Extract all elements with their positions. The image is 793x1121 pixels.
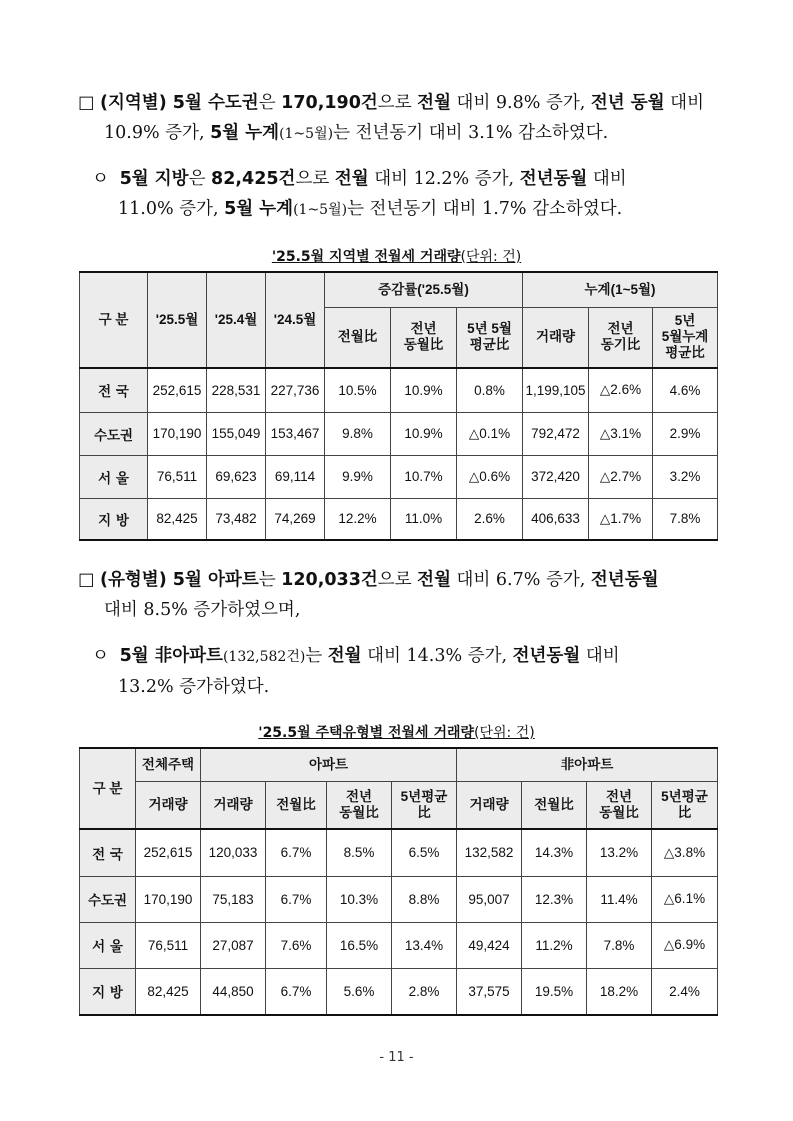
bullet-circle-icon: ㅇ xyxy=(92,646,109,666)
checkbox-square-icon: □ xyxy=(78,93,95,113)
header-cumulative: 누계(1~5월) xyxy=(523,272,718,307)
row-label: 수도권 xyxy=(80,876,136,922)
header-yoy: 전년 동월比 xyxy=(391,307,457,368)
table-row: 서 울 76,511 69,623 69,114 9.9% 10.7% △0.6% 372,420 △2.7% 3.2% xyxy=(80,455,718,498)
table-row: 수도권 170,190 155,049 153,467 9.8% 10.9% △0.1% 792,472 △3.1% 2.9% xyxy=(80,412,718,455)
header-mom: 전월比 xyxy=(266,781,327,829)
header-5yr-cum-avg: 5년 5월누계 평균比 xyxy=(653,307,718,368)
table1-title: '25.5월 지역별 전월세 거래량(단위: 건) xyxy=(271,249,522,265)
bullet-circle-icon: ㅇ xyxy=(92,169,109,189)
table-row: 지 방 82,425 44,850 6.7% 5.6% 2.8% 37,575 19.5% 18.2% 2.4% xyxy=(80,968,718,1015)
header-5yr-avg: 5년평균 比 xyxy=(652,781,718,829)
header-gubun: 구 분 xyxy=(80,272,148,368)
row-label: 서 울 xyxy=(80,455,148,498)
table-row: 지 방 82,425 73,482 74,269 12.2% 11.0% 2.6% 406,633 △1.7% 7.8% xyxy=(80,498,718,540)
header-volume: 거래량 xyxy=(201,781,266,829)
table-row: 전 국 252,615 120,033 6.7% 8.5% 6.5% 132,582 14.3% 13.2% △3.8% xyxy=(80,829,718,876)
row-label: 전 국 xyxy=(80,368,148,412)
row-label: 서 울 xyxy=(80,922,136,968)
page-number: - 11 - xyxy=(379,1050,414,1065)
header-change-rate: 증감률('25.5월) xyxy=(325,272,523,307)
header-volume: 거래량 xyxy=(136,781,201,829)
row-label: 전 국 xyxy=(80,829,136,876)
header-yoy: 전년 동월比 xyxy=(587,781,652,829)
table-row: 서 울 76,511 27,087 7.6% 16.5% 13.4% 49,424 11.2% 7.8% △6.9% xyxy=(80,922,718,968)
header-volume: 거래량 xyxy=(457,781,522,829)
header-yoy-period: 전년 동기比 xyxy=(589,307,653,368)
header-5yr-may-avg: 5년 5월 평균比 xyxy=(457,307,523,368)
header-volume: 거래량 xyxy=(523,307,589,368)
row-label: 수도권 xyxy=(80,412,148,455)
paragraph-region-province: ㅇ 5월 지방은 82,425건으로 전월 대비 12.2% 증가, 전년동월 대비 11.0% 증가, 5월 누계(1~5월)는 전년동기 대비 1.7% 감소하였다. xyxy=(92,164,718,225)
checkbox-square-icon: □ xyxy=(78,570,95,590)
table-row: 전 국 252,615 228,531 227,736 10.5% 10.9% 0.8% 1,199,105 △2.6% 4.6% xyxy=(80,368,718,412)
header-2405: '24.5월 xyxy=(266,272,325,368)
header-all-housing: 전체주택 xyxy=(136,748,201,781)
table-row: 수도권 170,190 75,183 6.7% 10.3% 8.8% 95,007 12.3% 11.4% △6.1% xyxy=(80,876,718,922)
row-label: 지 방 xyxy=(80,968,136,1015)
header-yoy: 전년 동월比 xyxy=(327,781,392,829)
housing-type-rent-table xyxy=(79,747,718,1016)
header-non-apartment: 非아파트 xyxy=(457,748,718,781)
region-rent-table xyxy=(79,271,718,541)
row-label: 지 방 xyxy=(80,498,148,540)
header-gubun: 구 분 xyxy=(80,748,136,829)
paragraph-type: □ (유형별) 5월 아파트는 120,033건으로 전월 대비 6.7% 증가, 전년동월 대비 8.5% 증가하였으며, xyxy=(78,565,718,625)
table2-title: '25.5월 주택유형별 전월세 거래량(단위: 건) xyxy=(258,725,535,741)
header-5yr-avg: 5년평균 比 xyxy=(392,781,457,829)
header-apartment: 아파트 xyxy=(201,748,457,781)
paragraph-region: □ (지역별) 5월 수도권은 170,190건으로 전월 대비 9.8% 증가, 전년 동월 대비 10.9% 증가, 5월 누계(1~5월)는 전년동기 대비 3.1% 감소하였다. xyxy=(78,88,718,149)
header-mom: 전월比 xyxy=(325,307,391,368)
paragraph-non-apartment: ㅇ 5월 非아파트(132,582건)는 전월 대비 14.3% 증가, 전년동월 대비 13.2% 증가하였다. xyxy=(92,641,718,702)
header-2505: '25.5월 xyxy=(148,272,207,368)
header-mom: 전월比 xyxy=(522,781,587,829)
header-2504: '25.4월 xyxy=(207,272,266,368)
